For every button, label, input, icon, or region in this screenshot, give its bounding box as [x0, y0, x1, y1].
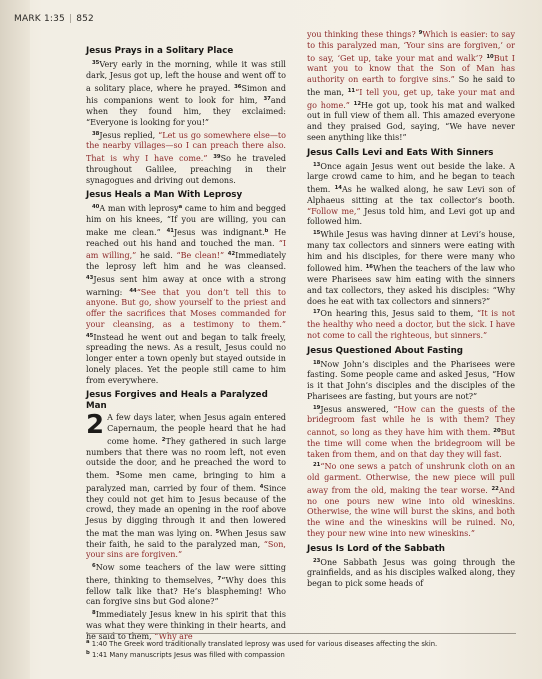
verse: $^{13}$Once again Jesus went out beside the lake. A large crowd came to him, and he began to teach them. $^{14}$As he walked along, he saw Levi son of Alphaeus sitting at the tax collector’s booth. “Follow me,” Jesus told him, and Levi got up and followed him.: [307, 161, 515, 227]
verse: $^{21}$“No one sews a patch of unshrunk cloth on an old garment. Otherwise, the new piece will pull away from the old, making the tear worse. $^{22}$And no one pours new wine into old wineskins. Otherwise, the wine will burst the skins, and both the wine and the wineskins will be ruined. No, they pour new wine into new wineskins.”: [307, 462, 515, 538]
words-of-jesus: “See that you don’t tell this to anyone. But go, show yourself to the priest and offer the sacrifices that Moses commanded for your cleansing, as a testimony to them.”: [86, 287, 286, 329]
page-number: 852: [76, 14, 94, 24]
footnote-rule: [86, 633, 516, 634]
section-heading: Jesus Prays in a Solitary Place: [86, 46, 234, 56]
footnote-b: $^b$ 1:41 Many manuscripts Jesus was filled with compassion: [86, 649, 285, 659]
running-header: [14, 14, 94, 24]
footnotes: [86, 638, 516, 659]
verse: $^{38}$Jesus replied, “Let us go somewhere else—to the nearby villages—so I can preach there also. That is why I have come.” $^{39}$So he traveled throughout Galilee, preaching in their synagogues and driving out demons.: [86, 130, 287, 185]
verse: $^{18}$Now John’s disciples and the Pharisees were fasting. Some people came and asked Jesus, “How is it that John’s disciples and the disciples of the Pharisees are fasting, but yours are not?”: [307, 359, 515, 401]
section-heading: Jesus Is Lord of the Sabbath: [307, 543, 445, 554]
words-of-jesus: “Let us go somewhere else—to the nearby villages—so I can preach there also. That is why I have come.”: [86, 130, 286, 163]
verse: 2 A few days later, when Jesus again entered Capernaum, the people heard that he had come home. $^2$They gathered in such large numbers that there was no room left, not even outside the door, and he preached the word to them. $^3$Some men came, bringing to him a paralyzed man, carried by four of them. $^4$Since they could not get him to Jesus because of the crowd, they made an opening in the roof above Jesus by digging through it and then lowered the mat the man was lying on. $^5$When Jesus saw their faith, he said to the paralyzed man, “Son, your sins are forgiven.”: [86, 410, 287, 560]
page-gutter-shadow: [0, 0, 30, 679]
chapter-number: 2: [86, 410, 105, 441]
verse: $^{15}$While Jesus was having dinner at Levi’s house, many tax collectors and sinners were eating with him and his disciples, for there were many who followed him. $^{16}$When the teachers of the law who were Pharisees saw him eating with the sinners and tax collectors, they asked his disciples: “Why does he eat with tax collectors and sinners?”: [307, 230, 515, 306]
section-heading: Jesus Questioned About Fasting: [307, 345, 463, 356]
section-heading: Jesus Forgives and Heals a Paralyzed Man: [86, 390, 268, 412]
chapter-reference: MARK 1:35: [14, 14, 65, 24]
header-separator: |: [68, 14, 73, 24]
right-column: [307, 28, 515, 590]
verse: $^{23}$One Sabbath Jesus was going through the grainfields, and as his disciples walked along, they began to pick some heads of: [307, 557, 515, 588]
verse: $^8$Immediately Jesus knew in his spirit that this was what they were thinking in their hearts, and he said to them, “Why are: [86, 610, 286, 641]
verse: $^{17}$On hearing this, Jesus said to them, “It is not the healthy who need a doctor, but the sick. I have not come to call the righteous, but sinners.”: [307, 309, 515, 340]
verse: $^{40}$A man with leprosy$^a$ came to him and begged him on his knees, “If you are willing, you can make me clean.” $^{41}$Jesus was indignant.$^b$ He reached out his hand and touched the man. “I am willing,” he said. “Be clean!” $^{42}$Immediately the leprosy left him and he was cleansed. $^{43}$Jesus sent him away at once with a strong warning: $^{44}$“See that you don’t tell this to anyone. But go, show yourself to the priest and offer the sacrifices that Moses commanded for your cleansing, as a testimony to them.” $^{45}$Instead he went out and began to talk freely, spreading the news. As a result, Jesus could no longer enter a town openly but stayed outside in lonely places. Yet the people still came to him from everywhere.: [86, 204, 286, 385]
left-column: [86, 42, 286, 642]
footnote-a: $^a$ 1:40 The Greek word traditionally translated leprosy was used for various diseases affecting the skin.: [86, 639, 438, 648]
verse: $^{35}$Very early in the morning, while it was still dark, Jesus got up, left the house and went off to a solitary place, where he prayed. $^{36}$Simon and his companions went to look for him, $^{37}$and when they found him, they exclaimed: “Everyone is looking for you!”: [86, 60, 287, 127]
section-heading: Jesus Heals a Man With Leprosy: [86, 190, 243, 201]
section-heading: Jesus Calls Levi and Eats With Sinners: [307, 147, 494, 158]
verse: $^{19}$Jesus answered, “How can the guests of the bridegroom fast while he is with them? They cannot, so long as they have him with them. $^{20}$But the time will come when the bridegroom will be taken from them, and on that day they will fast.: [307, 404, 515, 459]
verse: you thinking these things? $^9$Which is easier: to say to this paralyzed man, ‘Your sins are forgiven,’ or to say, ‘Get up, take your mat and walk’? $^{10}$But I want you to know that the Son of Man has authority on earth to forgive sins.” So he said to the man, $^{11}$“I tell you, get up, take your mat and go home.” $^{12}$He got up, took his mat and walked out in full view of them all. This amazed everyone and they praised God, saying, “We have never seen anything like this!”: [307, 30, 516, 142]
verse: $^6$Now some teachers of the law were sitting there, thinking to themselves, $^7$“Why does this fellow talk like that? He’s blaspheming! Who can forgive sins but God alone?”: [86, 563, 286, 607]
